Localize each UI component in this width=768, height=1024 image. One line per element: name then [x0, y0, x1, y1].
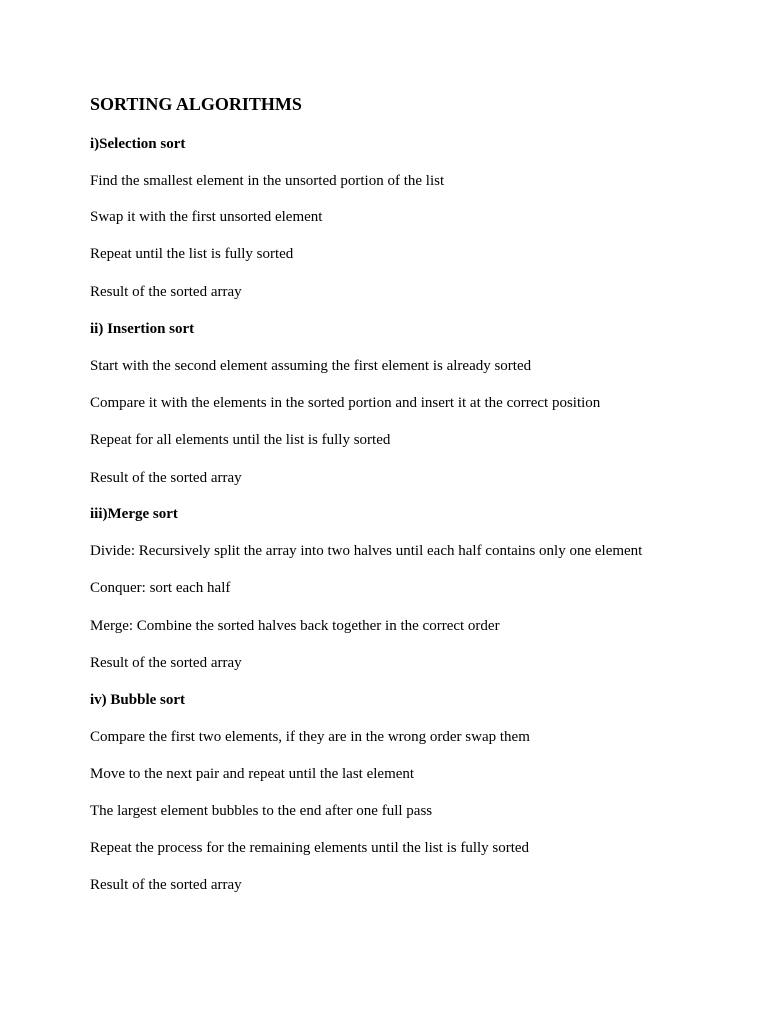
section-heading-merge-sort: iii)Merge sort	[90, 506, 178, 522]
paragraph-line: The largest element bubbles to the end after one full pass	[90, 803, 433, 819]
paragraph-line: Result of the sorted array	[90, 470, 242, 486]
paragraph-line: Repeat until the list is fully sorted	[90, 246, 294, 262]
paragraph-line: Repeat the process for the remaining elements until the list is fully sorted	[90, 840, 530, 856]
paragraph-line: Repeat for all elements until the list is fully sorted	[90, 432, 391, 448]
paragraph-line: Divide: Recursively split the array into two halves until each half contains only one element	[90, 543, 643, 559]
paragraph-line: Result of the sorted array	[90, 655, 242, 671]
paragraph-line: Conquer: sort each half	[90, 580, 231, 596]
paragraph-line: Merge: Combine the sorted halves back together in the correct order	[90, 618, 500, 634]
paragraph-line: Compare the first two elements, if they are in the wrong order swap them	[90, 729, 530, 745]
section-heading-bubble-sort: iv) Bubble sort	[90, 692, 186, 708]
section-heading-selection-sort: i)Selection sort	[90, 136, 186, 152]
section-heading-insertion-sort: ii) Insertion sort	[90, 321, 195, 337]
paragraph-line: Result of the sorted array	[90, 877, 242, 893]
paragraph-line: Start with the second element assuming the first element is already sorted	[90, 358, 532, 374]
paragraph-line: Compare it with the elements in the sorted portion and insert it at the correct position	[90, 395, 601, 411]
paragraph-line: Move to the next pair and repeat until the last element	[90, 766, 415, 782]
paragraph-line: Result of the sorted array	[90, 284, 242, 300]
paragraph-line: Find the smallest element in the unsorted portion of the list	[90, 173, 445, 189]
paragraph-line: Swap it with the first unsorted element	[90, 209, 323, 225]
document-title: SORTING ALGORITHMS	[90, 94, 302, 114]
